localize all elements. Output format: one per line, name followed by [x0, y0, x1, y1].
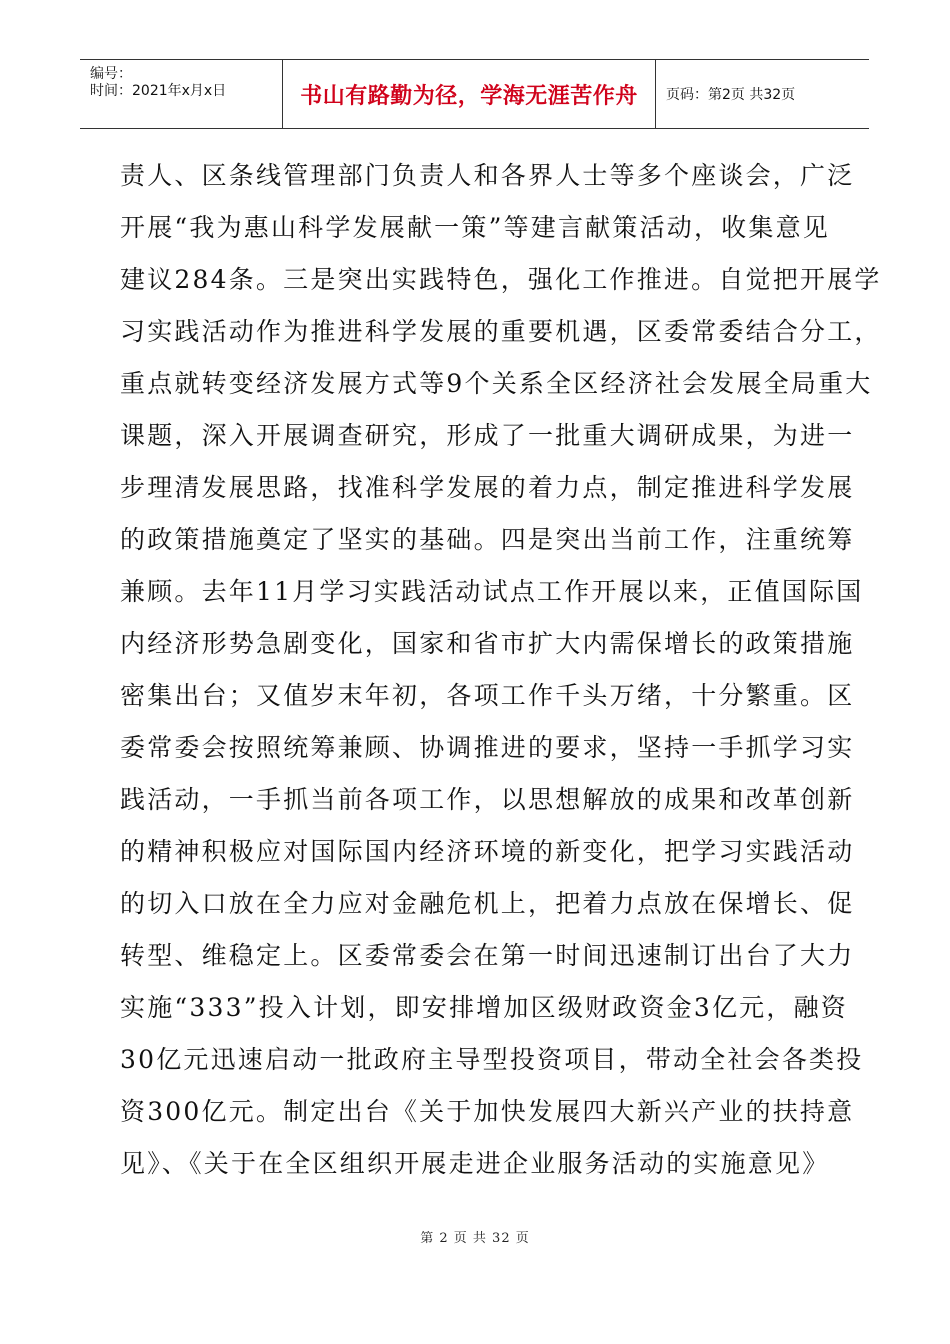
body-line: 资300亿元。制定出台《关于加快发展四大新兴产业的扶持意	[120, 1097, 855, 1126]
footer-page-number: 第 2 页 共 32 页	[420, 1231, 530, 1246]
body-line: 践活动，一手抓当前各项工作，以思想解放的成果和改革创新	[120, 785, 855, 814]
body-line: 责人、区条线管理部门负责人和各界人士等多个座谈会，广泛	[120, 161, 855, 190]
body-line: 的精神积极应对国际国内经济环境的新变化，把学习实践活动	[120, 837, 855, 866]
body-line: 课题，深入开展调查研究，形成了一批重大调研成果，为进一	[120, 421, 855, 450]
header-meta	[80, 60, 282, 128]
body-line: 内经济形势急剧变化，国家和省市扩大内需保增长的政策措施	[120, 629, 855, 658]
body-line: 的政策措施奠定了坚实的基础。四是突出当前工作，注重统筹	[120, 525, 855, 554]
header-motto-cell	[282, 60, 656, 128]
body-line: 密集出台；又值岁末年初，各项工作千头万绪，十分繁重。区	[120, 681, 855, 710]
header-page-info	[656, 60, 869, 128]
document-time-label: 时间：2021年x月x日	[90, 83, 227, 99]
page-footer	[0, 1227, 950, 1246]
body-line: 实施“333”投入计划，即安排增加区级财政资金3亿元，融资	[120, 993, 848, 1022]
body-line: 的切入口放在全力应对金融危机上，把着力点放在保增长、促	[120, 889, 855, 918]
document-number-label: 编号：	[90, 66, 132, 82]
page-info-text: 页码：第2页 共32页	[666, 87, 796, 103]
body-line: 兼顾。去年11月学习实践活动试点工作开展以来，正值国际国	[120, 577, 864, 606]
body-line: 建议284条。三是突出实践特色，强化工作推进。自觉把开展学	[120, 265, 882, 294]
document-body	[120, 150, 882, 1190]
body-line: 委常委会按照统筹兼顾、协调推进的要求，坚持一手抓学习实	[120, 733, 855, 762]
body-line: 习实践活动作为推进科学发展的重要机遇，区委常委结合分工，	[120, 317, 882, 346]
body-line: 转型、维稳定上。区委常委会在第一时间迅速制订出台了大力	[120, 941, 855, 970]
body-line: 步理清发展思路，找准科学发展的着力点，制定推进科学发展	[120, 473, 855, 502]
body-line: 重点就转变经济发展方式等9个关系全区经济社会发展全局重大	[120, 369, 873, 398]
body-line: 开展“我为惠山科学发展献一策”等建言献策活动，收集意见	[120, 213, 830, 242]
body-line: 30亿元迅速启动一批政府主导型投资项目，带动全社会各类投	[120, 1045, 864, 1074]
body-line: 见》、《关于在全区组织开展走进企业服务活动的实施意见》	[120, 1149, 830, 1178]
motto-text: 书山有路勤为径，学海无涯苦作舟	[300, 83, 638, 109]
page-header	[80, 59, 869, 129]
